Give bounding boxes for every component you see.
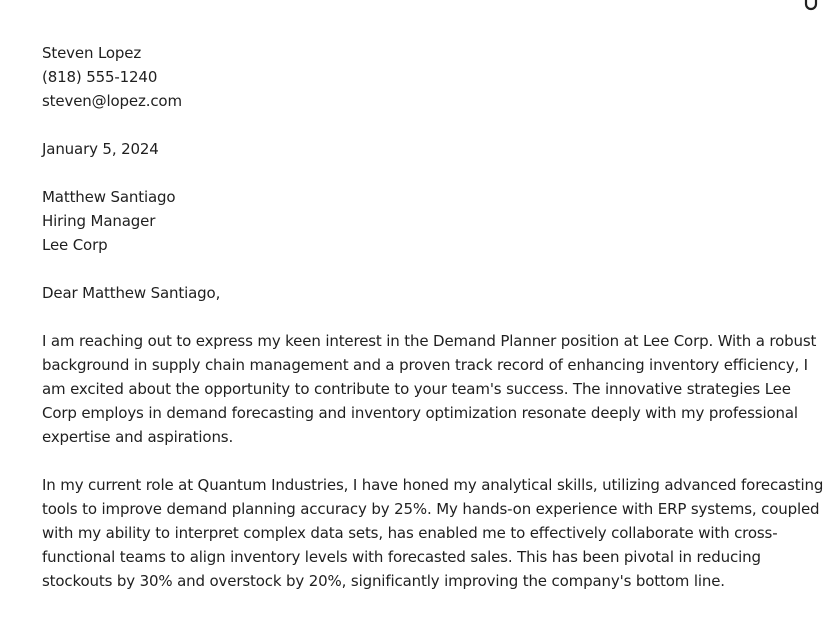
recipient-company: Lee Corp [42, 236, 108, 254]
recipient-title: Hiring Manager [42, 212, 156, 230]
recipient-name: Matthew Santiago [42, 188, 176, 206]
paragraph-line: expertise and aspirations. [42, 428, 234, 446]
paragraph-line: am excited about the opportunity to contribute to your team's success. The innovative strategies Lee [42, 380, 791, 398]
sender-name: Steven Lopez [42, 44, 142, 62]
date-block [42, 137, 794, 161]
paragraph-line: stockouts by 30% and overstock by 20%, significantly improving the company's bottom line. [42, 572, 725, 590]
paragraph-line: I am reaching out to express my keen interest in the Demand Planner position at Lee Corp. With a robust [42, 332, 817, 350]
paragraph-line: Corp employs in demand forecasting and inventory optimization resonate deeply with my professional [42, 404, 798, 422]
paragraph-line: In my current role at Quantum Industries, I have honed my analytical skills, utilizing advanced forecasting [42, 476, 824, 494]
paragraph-line: background in supply chain management and a proven track record of enhancing inventory efficiency, I [42, 356, 808, 374]
salutation: Dear Matthew Santiago, [42, 284, 221, 302]
paragraph-line: functional teams to align inventory levels with forecasted sales. This has been pivotal in reducing [42, 548, 761, 566]
paragraph-line: tools to improve demand planning accuracy by 25%. My hands-on experience with ERP systems, coupled [42, 500, 820, 518]
sender-email: steven@lopez.com [42, 92, 182, 110]
letter-date: January 5, 2024 [42, 140, 159, 158]
body-paragraph-1 [42, 329, 817, 449]
sender-block [42, 41, 794, 113]
salutation-block [42, 281, 794, 305]
recipient-block [42, 185, 794, 257]
body-paragraph-2 [42, 473, 824, 593]
paragraph-line: with my ability to interpret complex data sets, has enabled me to effectively collaborate with cross- [42, 524, 778, 542]
paperclip-icon[interactable] [804, 0, 818, 12]
cover-letter [42, 41, 824, 617]
sender-phone: (818) 555-1240 [42, 68, 158, 86]
